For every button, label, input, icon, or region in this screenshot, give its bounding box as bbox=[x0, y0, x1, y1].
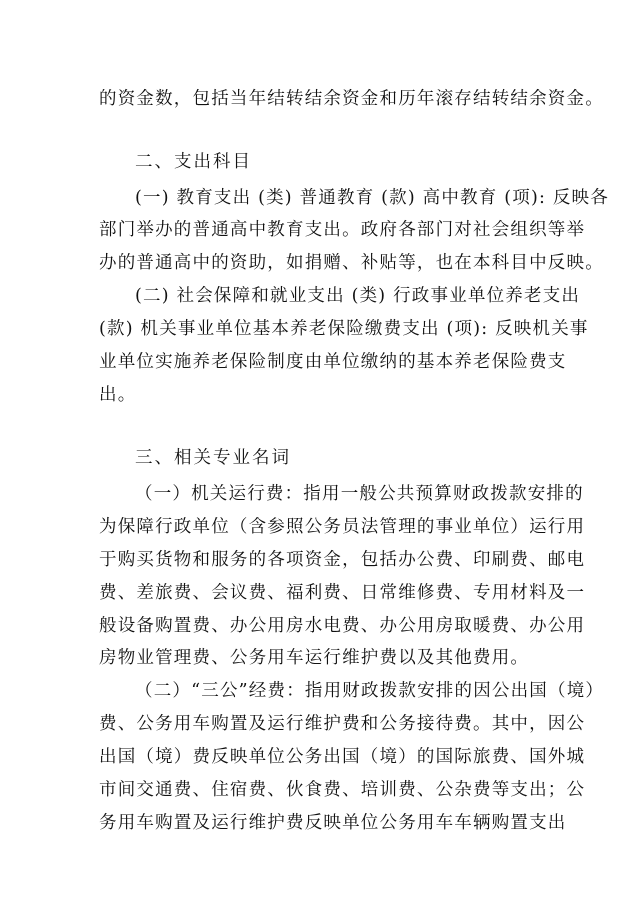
text-line: (款) 机关事业单位基本养老保险缴费支出 (项): 反映机关事 bbox=[99, 319, 589, 339]
text-line: 于购买货物和服务的各项资金，包括办公费、印刷费、邮电 bbox=[99, 550, 586, 570]
text-line: 的资金数，包括当年结转结余资金和历年滚存结转结余资金。 bbox=[99, 89, 604, 109]
text-line: 务用车购置及运行维护费反映单位公务用车车辆购置支出 bbox=[99, 813, 567, 833]
text-line: 出。 bbox=[99, 385, 137, 405]
text-line: 房物业管理费、公务用车运行维护费以及其他费用。 bbox=[99, 648, 530, 668]
text-line: 为保障行政单位（含参照公务员法管理的事业单位）运行用 bbox=[99, 517, 586, 537]
text-line: （一）机关运行费：指用一般公共预算财政拨款安排的 bbox=[135, 484, 584, 504]
text-line: 费、差旅费、会议费、福利费、日常维修费、专用材料及一 bbox=[99, 583, 586, 603]
text-line: (一) 教育支出 (类) 普通教育 (款) 高中教育 (项): 反映各 bbox=[135, 188, 609, 208]
text-line: (二) 社会保障和就业支出 (类) 行政事业单位养老支出 bbox=[135, 286, 581, 306]
text-line: （二）“三公”经费：指用财政拨款安排的因公出国（境） bbox=[135, 681, 605, 701]
text-line: 办的普通高中的资助，如捐赠、补贴等，也在本科目中反映。 bbox=[99, 253, 604, 273]
section-heading-expenditure-items: 二、支出科目 bbox=[135, 152, 252, 172]
text-line: 业单位实施养老保险制度由单位缴纳的基本养老保险费支 bbox=[99, 352, 567, 372]
text-line: 市间交通费、住宿费、伙食费、培训费、公杂费等支出；公 bbox=[99, 780, 586, 800]
text-line: 费、公务用车购置及运行维护费和公务接待费。其中，因公 bbox=[99, 714, 586, 734]
text-line: 出国（境）费反映单位公务出国（境）的国际旅费、国外城 bbox=[99, 747, 586, 767]
section-heading-terms: 三、相关专业名词 bbox=[135, 448, 291, 468]
text-line: 部门举办的普通高中教育支出。政府各部门对社会组织等举 bbox=[99, 220, 586, 240]
text-line: 般设备购置费、办公用房水电费、办公用房取暖费、办公用 bbox=[99, 616, 586, 636]
